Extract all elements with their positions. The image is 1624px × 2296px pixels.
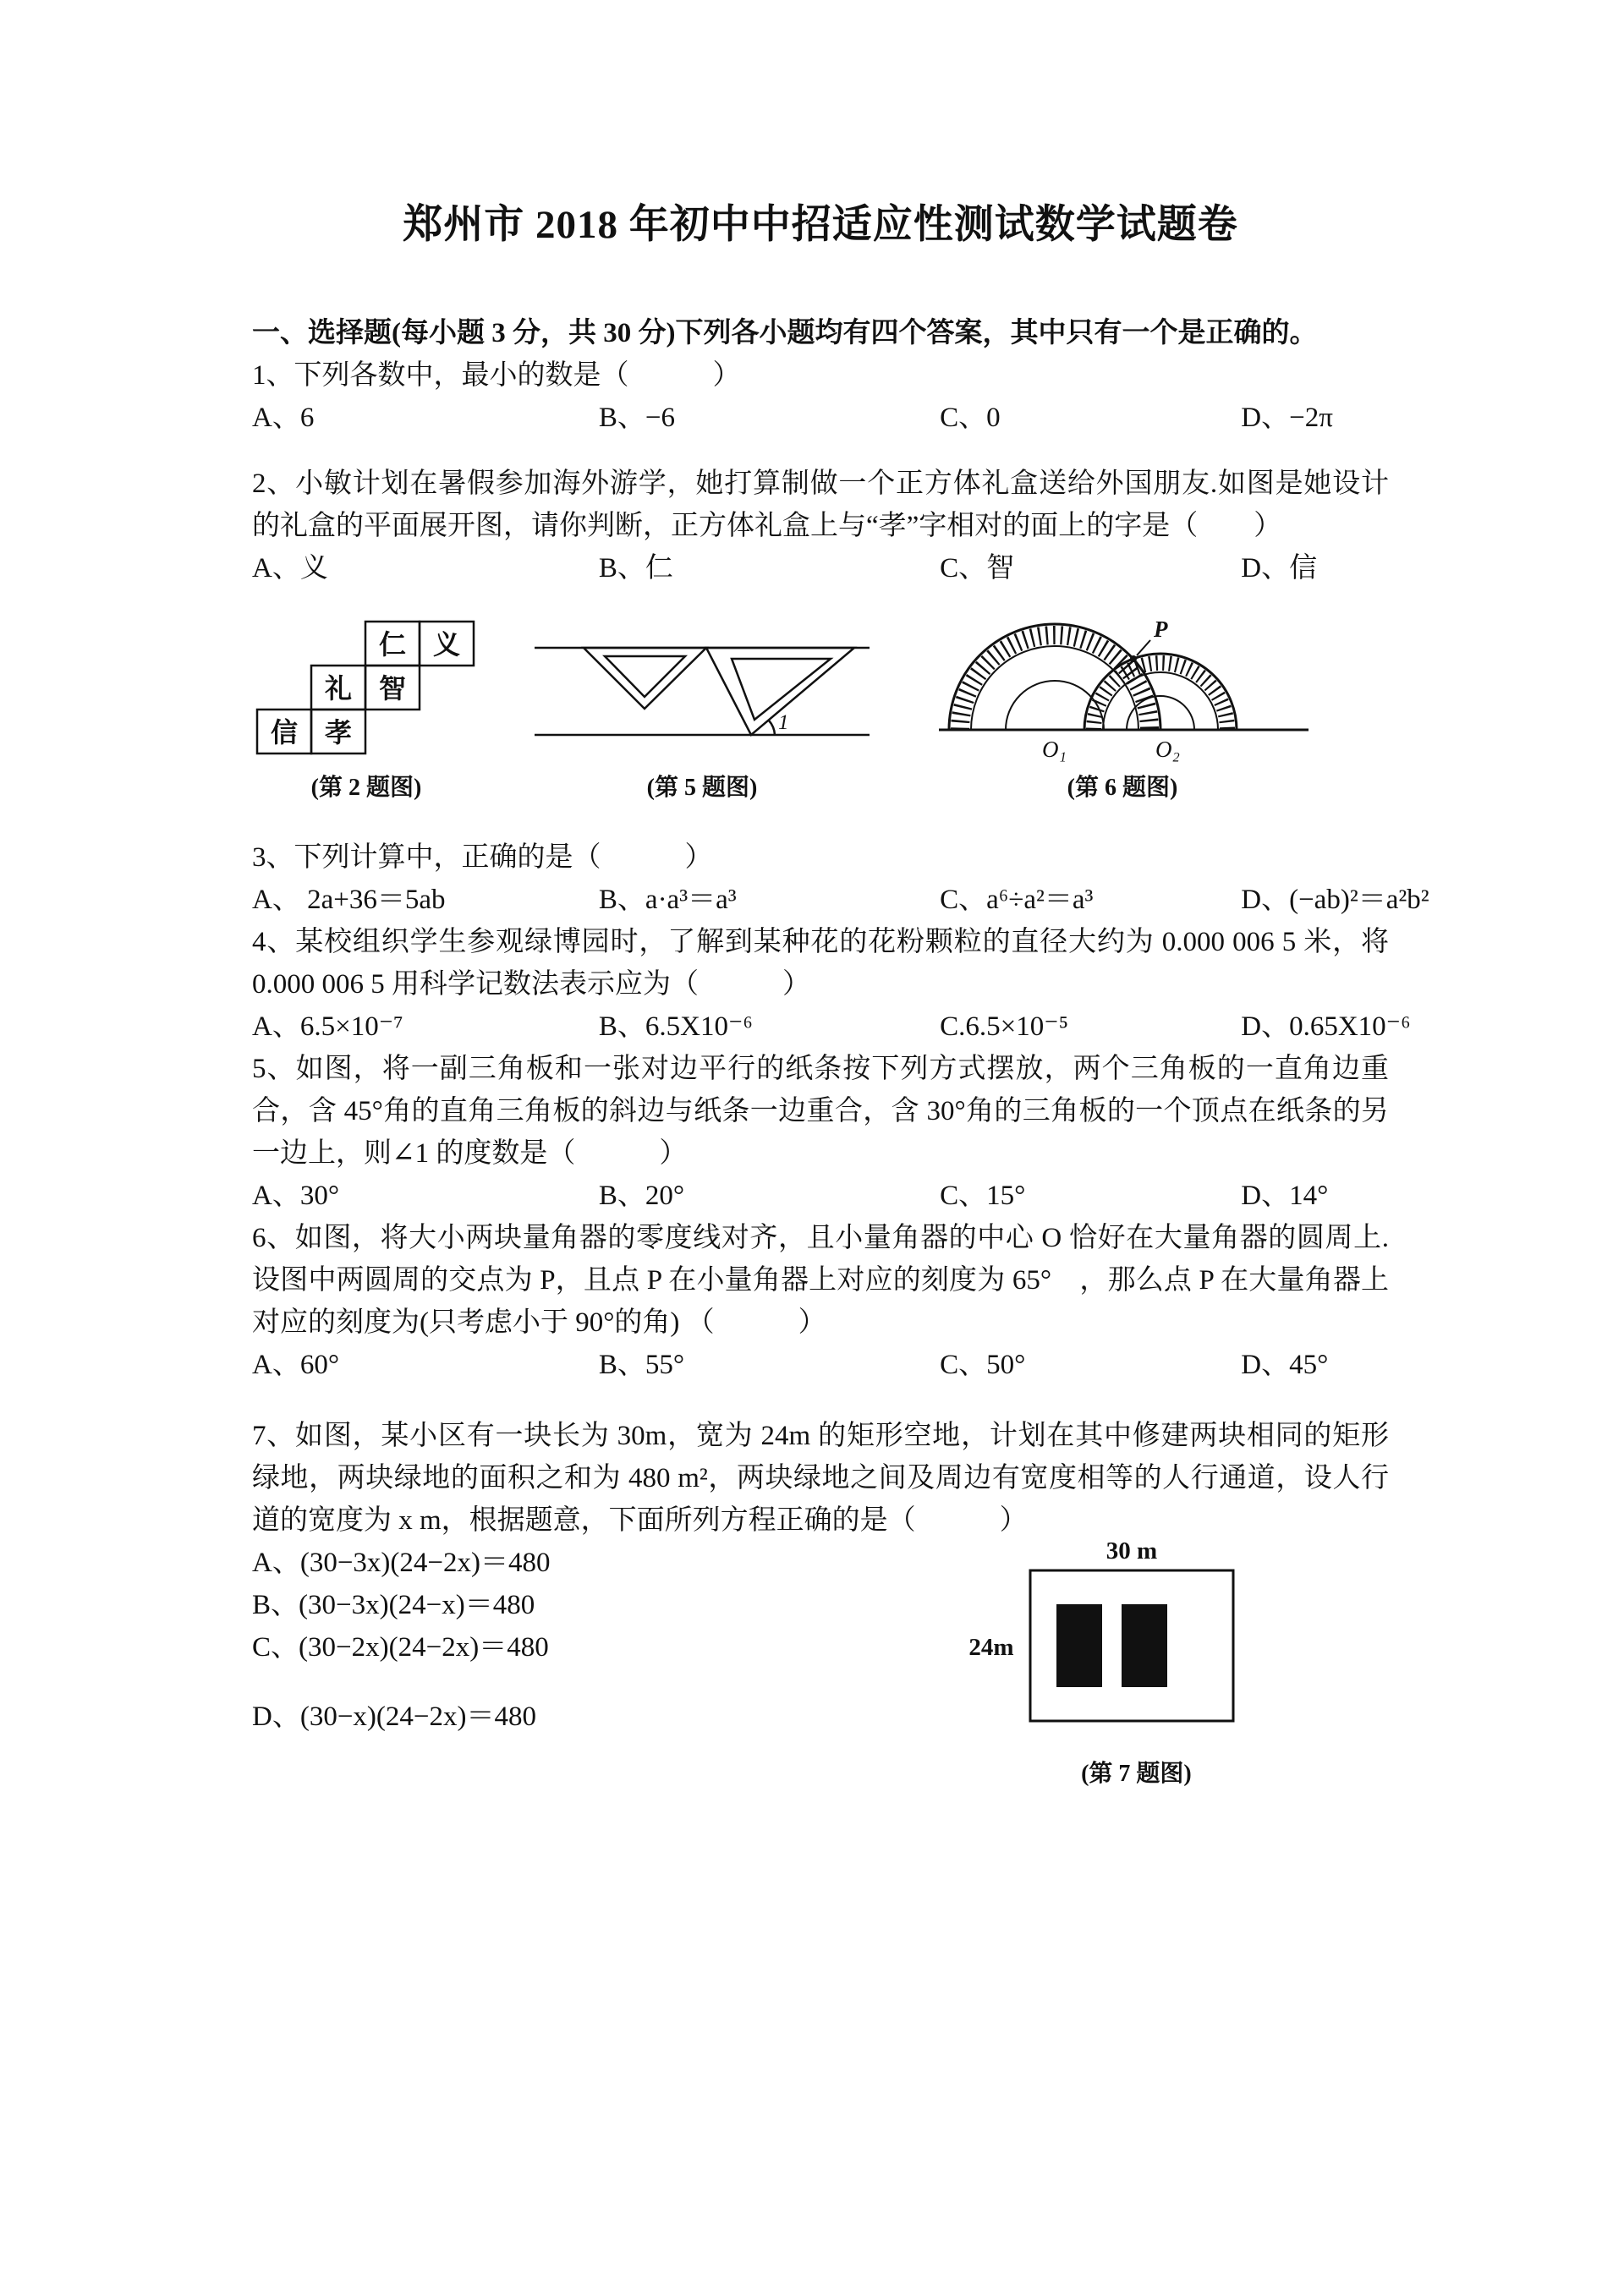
q6-stem: 6、如图，将大小两块量角器的零度线对齐，且小量角器的中心 O 恰好在大量角器的圆周上.设图中两圆周的交点为 P，且点 P 在小量角器上对应的刻度为 65° ，那么点 P 在大量角器上对应的刻度为(只考虑小于 90°的角) （ ） [252,1223,1389,1338]
q1-options [252,397,1389,439]
q2-option-b: B、仁 [598,553,673,584]
q1-option-c: C、0 [940,403,1001,433]
page-title: 郑州市 2018 年初中中招适应性测试数学试题卷 [403,203,1238,247]
q2-stem: 2、小敏计划在暑假参加海外游学，她打算制做一个正方体礼盒送给外国朋友.如图是她设计的礼盒的平面展开图，请你判断，正方体礼盒上与“孝”字相对的面上的字是（ ） [252,469,1389,541]
q6-option-d: D、45° [1241,1350,1329,1380]
q7-option-c: C、(30−2x)(24−2x)＝480 [252,1632,549,1663]
q3-option-b: B、a·a³＝a³ [598,885,737,915]
rect-plot-figure [954,1537,1318,1748]
q1-option-b: B、−6 [598,403,676,433]
center-o1-label: O₁ [1042,737,1067,762]
plot-width-label: 30 m [1106,1537,1158,1564]
cube-net-figure [252,616,480,762]
q3-option-c: C、a⁶÷a²＝a³ [940,885,1094,915]
q4-option-c: C.6.5×10⁻⁵ [940,1011,1069,1042]
q7-option-a: A、(30−3x)(24−2x)＝480 [252,1548,551,1578]
q6-option-a: A、60° [252,1350,340,1380]
net-label-yi: 义 [432,629,461,660]
q4-option-d: D、0.65X10⁻⁶ [1241,1011,1411,1042]
net-label-xin: 信 [270,717,299,748]
q5-option-a: A、30° [252,1181,340,1211]
figure-q2-cube-net [252,616,480,803]
plot-height-label: 24m [968,1634,1014,1661]
large-protractor-ticks [960,635,1149,730]
q2-option-d: D、信 [1241,553,1318,584]
green-area-2 [1122,1604,1167,1687]
q2-option-c: C、智 [940,553,1015,584]
center-o2-label: O₂ [1155,737,1180,762]
figure-q2-caption: (第 2 题图) [310,775,422,801]
q7-option-b: B、(30−3x)(24−x)＝480 [252,1590,535,1620]
figure-q5-triangles [524,627,880,803]
q4-options [252,1006,1411,1048]
green-area-1 [1056,1604,1102,1687]
q7-options [252,1542,934,1738]
q4-stem: 4、某校组织学生参观绿博园时，了解到某种花的花粉颗粒的直径大约为 0.000 006 5 米，将 0.000 006 5 用科学记数法表示应为（ ） [252,927,1389,1000]
q7-bottom [252,1537,1389,1789]
protractors-figure [924,611,1321,762]
q7-option-d: D、(30−x)(24−2x)＝480 [252,1701,537,1732]
figure-q7-caption: (第 7 题图) [1081,1761,1192,1787]
triangles-figure [524,627,880,762]
q6-options [252,1344,1389,1386]
q3-option-a: A、 2a+36＝5ab [252,885,446,915]
net-label-zhi: 智 [378,673,407,704]
q5-option-d: D、14° [1241,1181,1329,1211]
q3-stem: 3、下列计算中，正确的是（ ） [252,842,713,873]
q5-stem: 5、如图，将一副三角板和一张对边平行的纸条按下列方式摆放，两个三角板的一直角边重合，含 45°角的直角三角板的斜边与纸条一边重合，含 30°角的三角板的一个顶点在纸条的另一边上，则∠1 的度数是（ ） [252,1054,1389,1169]
q4-option-a: A、6.5×10⁻⁷ [252,1011,403,1042]
paper-strip-and-set-squares [535,648,870,735]
section-heading: 一、选择题(每小题 3 分，共 30 分)下列各小题均有四个答案，其中只有一个是正确的。 [252,318,1318,348]
figure-q6-caption: (第 6 题图) [1067,775,1178,801]
q2-option-a: A、义 [252,553,328,584]
q6-option-c: C、50° [940,1350,1026,1380]
q7-stem: 7、如图，某小区有一块长为 30m，宽为 24m 的矩形空地，计划在其中修建两块相同的矩形绿地，两块绿地的面积之和为 480 m²，两块绿地之间及周边有宽度相等的人行通道，设人行道的宽度为 x m，根据题意，下面所列方程正确的是（ ） [252,1421,1389,1536]
q1-stem: 1、下列各数中，最小的数是（ ） [252,360,741,391]
q5-option-b: B、20° [598,1181,685,1211]
figure-q6-protractors [924,611,1321,803]
q3-option-d: D、(−ab)²＝a²b² [1241,885,1429,915]
net-label-xiao: 孝 [324,717,353,748]
q1-option-d: D、−2π [1241,403,1333,433]
figures-row [252,611,1389,803]
angle-1-label: 1 [778,711,789,734]
q6-option-b: B、55° [598,1350,685,1380]
q4-option-b: B、6.5X10⁻⁶ [598,1011,753,1042]
figure-q5-caption: (第 5 题图) [646,775,758,801]
net-label-li: 礼 [324,673,353,704]
q5-option-c: C、15° [940,1181,1026,1211]
point-p-label: P [1154,616,1168,642]
net-label-ren: 仁 [378,629,407,660]
q5-options [252,1175,1389,1217]
exam-content [252,193,1429,1789]
protractor-outlines [939,624,1309,730]
q3-options [252,879,1429,921]
point-p-dot [1130,655,1137,662]
q2-options [252,547,1389,589]
figure-q7-plot [954,1537,1318,1789]
q1-option-a: A、6 [252,403,315,433]
